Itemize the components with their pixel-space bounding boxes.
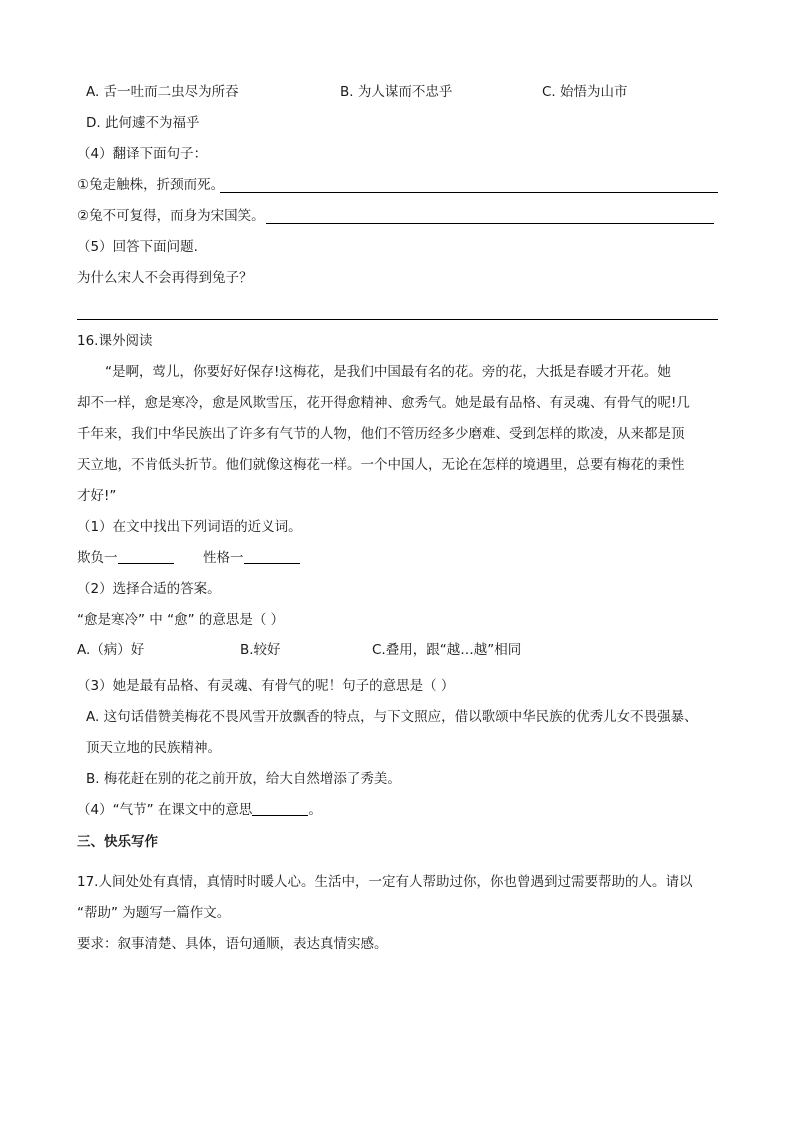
section-title: 三、快乐写作	[77, 834, 158, 850]
q16-sub2-heading: （2）选择合适的答案。	[77, 581, 221, 597]
passage-line-1: “是啊，莺儿，你要好好保存!这梅花，是我们中国最有名的花。旁的花，大抵是春暖才开花。她	[105, 364, 671, 380]
q15-5-question: 为什么宋人不会再得到兔子？	[77, 270, 253, 286]
option-c: C. 始悟为山市	[542, 84, 628, 100]
answer-line-1[interactable]	[220, 192, 718, 193]
translate-sentence-1: ①兔走触株，折颈而死。	[77, 177, 225, 193]
q16-sub3-heading: （3）她是最有品格、有灵魂、有骨气的呢！句子的意思是（ ）	[77, 678, 455, 694]
passage-line-2: 却不一样，愈是寒冷，愈是风欺雪压，花开得愈精神、愈秀气。她是最有品格、有灵魂、有骨气的呢!几	[77, 395, 690, 411]
option-b: B. 为人谋而不忠乎	[340, 84, 453, 100]
passage-line-5: 才好!”	[77, 488, 117, 504]
sub4-blank[interactable]	[252, 801, 308, 816]
passage-line-3: 千年来，我们中华民族出了许多有气节的人物，他们不管历经多少磨难、受到怎样的欺凌，从来都是顶	[77, 426, 685, 442]
option-a: A. 舌一吐而二虫尽为所吞	[86, 84, 239, 100]
synonym-word-1: 欺负一	[77, 550, 118, 566]
synonym-item-2	[203, 548, 300, 568]
q16-sub1-heading: （1）在文中找出下列词语的近义词。	[77, 519, 302, 535]
synonym-word-2: 性格一	[203, 550, 244, 566]
synonym-item-1	[77, 548, 174, 568]
sub2-option-b: B.较好	[240, 642, 281, 658]
q15-5-heading: （5）回答下面问题.	[77, 239, 198, 255]
sub2-option-c: C.叠用，跟“越…越”相同	[372, 642, 522, 658]
synonym-blank-2[interactable]	[244, 549, 300, 564]
q17-line-1: 17.人间处处有真情，真情时时暖人心。生活中，一定有人帮助过你，你也曾遇到过需要帮助的人。请以	[77, 874, 693, 890]
answer-line-3[interactable]	[77, 319, 718, 320]
sub4-suffix: 。	[308, 802, 322, 818]
translate-sentence-2: ②兔不可复得，而身为宋国笑。	[77, 208, 265, 224]
q16-sub2-question: “愈是寒冷” 中 “愈” 的意思是（ ）	[77, 612, 285, 628]
q15-4-heading: （4）翻译下面句子：	[77, 146, 208, 162]
q16-sub4	[77, 800, 322, 820]
sub3-option-a-line-1: A. 这句话借赞美梅花不畏风雪开放飘香的特点，与下文照应，借以歌颂中华民族的优秀儿女不畏强暴、	[86, 709, 698, 725]
q17-line-2: “帮助” 为题写一篇作文。	[77, 905, 231, 921]
passage-line-4: 天立地，不肯低头折节。他们就像这梅花一样。一个中国人，无论在怎样的境遇里，总要有梅花的秉性	[77, 457, 685, 473]
sub4-prefix: （4）“气节” 在课文中的意思	[77, 802, 253, 818]
q16-title: 16.课外阅读	[77, 333, 153, 349]
sub3-option-a-line-2: 顶天立地的民族精神。	[86, 740, 221, 756]
q17-requirement: 要求：叙事清楚、具体，语句通顺，表达真情实感。	[77, 936, 388, 952]
option-d: D. 此何遽不为福乎	[86, 115, 200, 131]
synonym-blank-1[interactable]	[118, 549, 174, 564]
answer-line-2[interactable]	[266, 223, 714, 224]
sub2-option-a: A.（病）好	[77, 642, 145, 658]
sub3-option-b: B. 梅花赶在别的花之前开放，给大自然增添了秀美。	[86, 771, 401, 787]
